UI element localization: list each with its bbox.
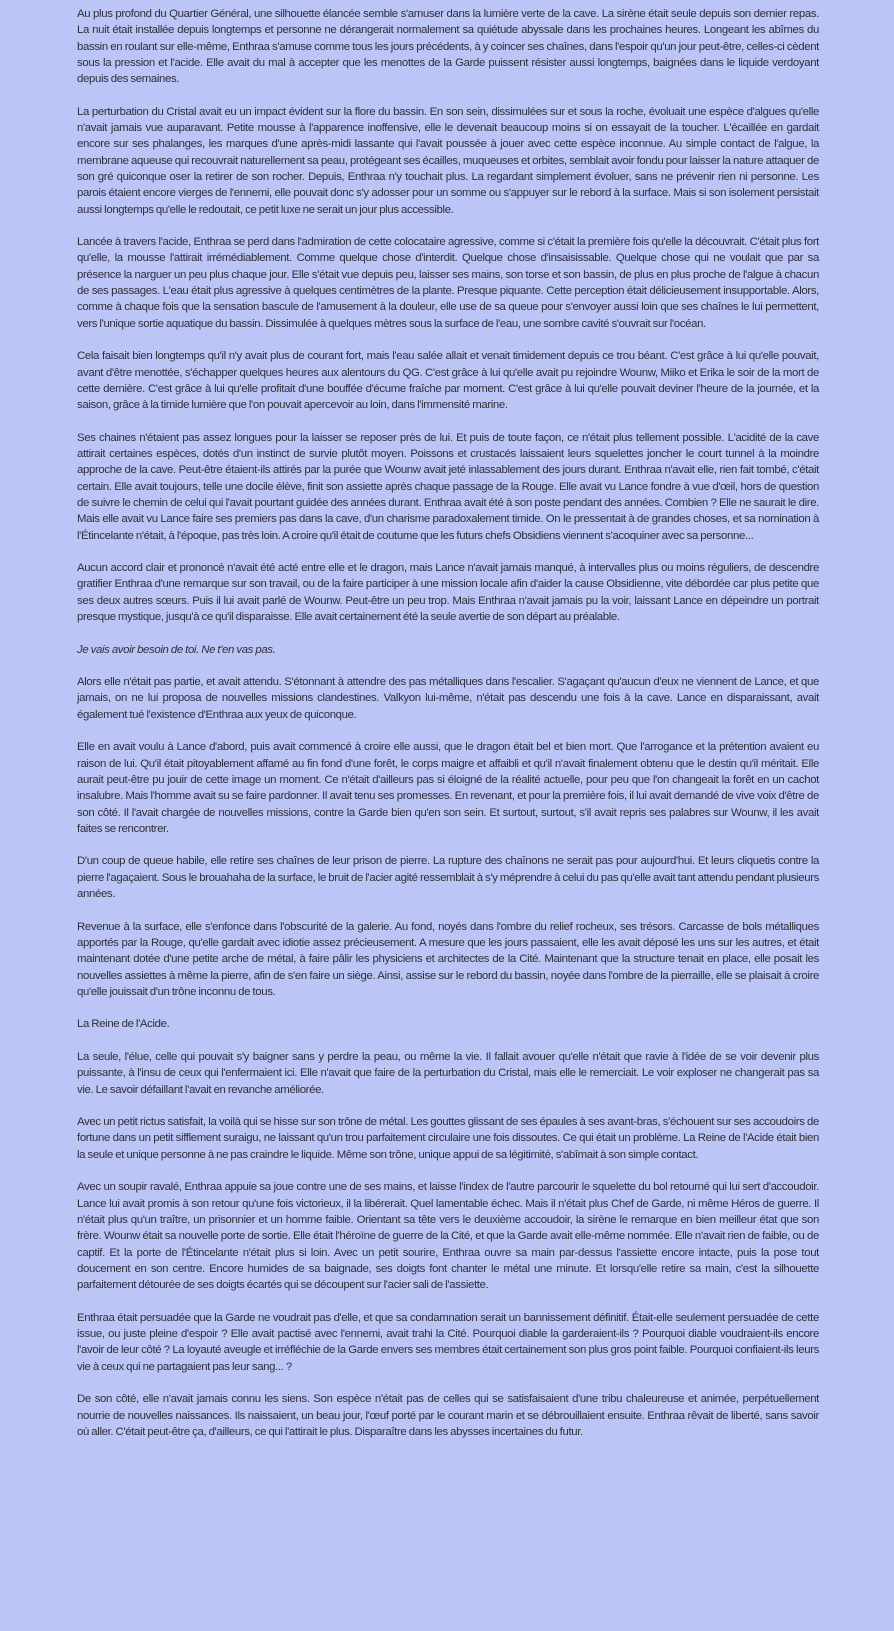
paragraph: Avec un petit rictus satisfait, la voilà qui se hisse sur son trône de métal. Les gouttes glissant de ses épaules à ses avant-bras, s'échouent sur ses accoudoirs de fortune dans un petit sifflement suraigu, ne laissant qu'un trou parfaitement circulaire une fois dissoutes. Ce qui était un problème. La Reine de l'Acide était bien la seule et unique personne à ne pas craindre le liquide. Même son trône, unique appui de sa légitimité, s'abîmait à son simple contact. [77, 1116, 819, 1161]
paragraph: D'un coup de queue habile, elle retire ses chaînes de leur prison de pierre. La rupture des chaînons ne serait pas pour aujourd'hui. Et leurs cliquetis contre la pierre l'agaçaient. Sous le brouahaha de la surface, le bruit de l'acier agité ressemblait à s'y méprendre à celui du pas qu'elle avait tant attendu pendant plusieurs années. [77, 855, 819, 901]
paragraph: Au plus profond du Quartier Général, une silhouette élancée semble s'amuser dans la lumière verte de la cave. La sirène était seule depuis son dernier repas. La nuit était installée depuis longtemps et personne ne dérangerait normalement sa quiétude abyssale dans les prochaines heures. Longeant les abîmes du bassin en roulant sur elle-même, Enthraa s'amuse comme tous les jours précédents, à y coincer ses chaînes, dans l'espoir qu'un jour peut-être, celles-ci cèdent sous la pression et l'acide. Elle avait du mal à accepter que les menottes de la Garde puissent résister aussi longtemps, baignées dans le liquide verdoyant depuis des semaines. [77, 8, 819, 86]
paragraph: Cela faisait bien longtemps qu'il n'y avait plus de courant fort, mais l'eau salée allait et venait timidement depuis ce trou béant. C'est grâce à lui qu'elle pouvait, avant d'être menottée, s'échapper quelques heures aux alentours du QG. C'est grâce à lui qu'elle avait pu rejoindre Wounw, Miiko et Erika le soir de la mort de cette dernière. C'est grâce à lui qu'elle profitait d'une bouffée d'écume fraîche par moment. C'est grâce à lui qu'elle pouvait deviner l'heure de la journée, et la saison, grâce à la timide lumière que l'on pouvait apercevoir au loin, dans l'immensité marine. [77, 350, 819, 412]
paragraph: La perturbation du Cristal avait eu un impact évident sur la flore du bassin. En son sein, dissimulées sur et sous la roche, évoluait une espèce d'algues qu'elle n'avait jamais vue auparavant. Petite mousse à l'apparence inoffensive, elle le devenait beaucoup moins si on essayait de la toucher. L'écaillée en gardait encore sur ses phalanges, les marques d'une après-midi lassante qui l'avait poussée à jouer avec cette espèce inconnue. Au simple contact de l'algue, la membrane aqueuse qui recouvrait naturellement sa peau, protégeant ses écailles, muqueuses et orbites, semblait avoir fondu pour laisser la nature attaquer de son gré quiconque oser la retirer de son rocher. Depuis, Enthraa n'y touchait plus. La regardant simplement évoluer, sans ne prévenir rien ni personne. Les parois étaient encore vierges de l'ennemi, elle pouvait donc s'y adosser pour un somme ou s'appuyer sur le rebord à la surface. Mais si son isolement persistait aussi longtemps qu'elle le redoutait, ce petit luxe ne serait un jour plus accessible. [77, 105, 819, 216]
paragraph: De son côté, elle n'avait jamais connu les siens. Son espèce n'était pas de celles qui se satisfaisaient d'une tribu chaleureuse et animée, perpétuellement nourrie de nouvelles naissances. Ils naissaient, un beau jour, l'œuf porté par le courant marin et se débrouillaient ensuite. Enthraa rêvait de liberté, sans savoir où aller. C'était peut-être ça, d'ailleurs, ce qui l'attirait le plus. Disparaître dans les abysses incertaines du futur. [77, 1393, 819, 1438]
paragraph: Revenue à la surface, elle s'enfonce dans l'obscurité de la galerie. Au fond, noyés dans l'ombre du relief rocheux, ses trésors. Carcasse de bols métalliques apportés par la Rouge, qu'elle gardait avec idiotie assez précieusement. A mesure que les jours passaient, elle les avait déposé les uns sur les autres, et était maintenant dotée d'une petite arche de métal, à faire pâlir les physiciens et architectes de la Cité. Maintenant que la structure tenait en place, elle posait les nouvelles assiettes à même la pierre, afin de s'en faire un siège. Ainsi, assise sur le rebord du bassin, noyée dans l'ombre de la pierraille, elle se plaisait à croire qu'elle jouissait d'un trône inconnu de tous. [77, 920, 819, 998]
paragraph: Aucun accord clair et prononcé n'avait été acté entre elle et le dragon, mais Lance n'avait jamais manqué, à intervalles plus ou moins réguliers, de descendre gratifier Enthraa d'une remarque sur son travail, ou de la faire participer à une mission locale afin d'aider la cause Obsidienne, vite débordée car plus petite que ses deux autres sœurs. Puis il lui avait parlé de Wounw. Peut-être un peu trop. Mais Enthraa n'avait jamais pu la voir, laissant Lance en dépeindre un portrait presque mystique, jusqu'à ce qu'il disparaisse. Elle avait certainement été la seule avertie de son départ au préalable. [77, 562, 819, 623]
paragraph: Enthraa était persuadée que la Garde ne voudrait pas d'elle, et que sa condamnation serait un bannissement définitif. Était-elle seulement persuadée de cette issue, ou juste pleine d'espoir ? Elle avait pactisé avec l'ennemi, avait trahi la Cité. Pourquoi diable la garderaient-ils ? Pourquoi diable voudraient-ils encore l'avoir de leur côté ? La loyauté aveugle et irréfléchie de la Garde envers ses membres était certainement son plus gros point faible. Pourquoi confiaient-ils leurs vie à ceux qui ne partagaient pas leur sang... ? [77, 1311, 819, 1373]
paragraph: Elle en avait voulu à Lance d'abord, puis avait commencé à croire elle aussi, que le dragon était bel et bien mort. Que l'arrogance et la prétention avaient eu raison de lui. Qu'il était pitoyablement affamé au fin fond d'une forêt, le corps maigre et affaibli et qu'il n'avait finalement obtenu que le destin qu'il méritait. Elle aurait peut-être pu jouir de cette image un moment. Ce n'était d'ailleurs pas si éloigné de la réalité actuelle, pour peu que l'on changeait la forêt en un cachot insalubre. Mais l'homme avait su se faire pardonner. Il avait tenu ses promesses. En revenant, et pour la première fois, il lui avait demandé de vive voix d'être de son côté. Il l'avait chargée de nouvelles missions, contre la Garde bien qu'en son sein. Et surtout, surtout, s'il avait repris ses palabres sur Wounw, il les avait faites se rencontrer. [77, 741, 819, 835]
italic-quote: Je vais avoir besoin de toi. Ne t'en vas pas. [77, 643, 276, 656]
paragraph: Avec un soupir ravalé, Enthraa appuie sa joue contre une de ses mains, et laisse l'index de l'autre parcourir le squelette du bol retourné qui lui sert d'accoudoir. Lance lui avait promis à son retour qu'une fois victorieux, il la libérerait. Quel lamentable échec. Mais il n'était plus Chef de Garde, ni même Héros de guerre. Il n'était plus qu'un traître, un prisonnier et un homme faible. Orientant sa tête vers le deuxième accoudoir, la sirène le remarque en bien meilleur état que son frère. Wounw était sa nouvelle porte de sortie. Elle était l'héroïne de guerre de la Cité, et que la Garde avait elle-même nommée. Elle n'avait rien de faible, ou de captif. Et la porte de l'Étincelante n'était plus si loin. Avec un petit sourire, Enthraa ouvre sa main par-dessus l'assiette encore intacte, puis la pose tout doucement en son centre. Encore humides de sa baignade, ses doigts font chanter le métal une minute. Et lorsqu'elle retire sa main, c'est la silhouette parfaitement détourée de ses doigts écartés qui se découpent sur l'acier sali de l'assiette. [77, 1181, 819, 1292]
paragraph: Ses chaines n'étaient pas assez longues pour la laisser se reposer près de lui. Et puis de toute façon, ce n'était plus tellement possible. L'acidité de la cave attirait certaines espèces, dotés d'un instinct de survie plutôt moyen. Poissons et crustacés laissaient leurs squelettes joncher le court tunnel à la moindre approche de la cave. Peut-être étaient-ils attirés par la purée que Wounw avait jeté inlassablement des jours durant. Enthraa n'avait elle, rien fait tombé, c'était certain. Elle avait toujours, telle une docile élève, finit son assiette après chaque passage de la Rouge. Elle avait vu Lance fondre à vue d'œil, hors de question de suivre le chemin de celui qui l'avait pourtant guidée des années durant. Enthraa avait été à son poste pendant des années. Combien ? Elle ne saurait le dire. Mais elle avait vu Lance faire ses premiers pas dans la cave, d'un charisme paradoxalement timide. On le pressentait à de grandes choses, et sa nomination à l'Étincelante n'était, à l'époque, pas très loin. A croire qu'il était de coutume que les futurs chefs Obsidiens viennent s'acoquiner avec sa personne... [77, 431, 819, 542]
paragraph: La Reine de l'Acide. [77, 1018, 170, 1031]
paragraph: Lancée à travers l'acide, Enthraa se perd dans l'admiration de cette colocataire agressive, comme si c'était la première fois qu'elle la découvrait. C'était plus fort qu'elle, la mousse l'attirait irrémédiablement. Comme quelque chose d'interdit. Quelque chose d'insaisissable. Quelque chose qui ne voulait que par sa présence la narguer un peu plus chaque jour. Elle s'était vue depuis peu, laisser ses mains, son torse et son bassin, de plus en plus proche de l'algue à chacun de ses passages. L'eau était plus agressive à quelques centimètres de la plante. Presque piquante. Cette perception était délicieusement insupportable. Alors, comme à chaque fois que la sensation bascule de l'amusement à la douleur, elle use de sa queue pour s'envoyer aussi loin que ses chaînes le lui permettent, vers l'unique sortie aquatique du bassin. Dissimulée à quelques mètres sous la surface de l'eau, une sombre cavité s'ouvrait sur l'océan. [77, 236, 819, 330]
paragraph: La seule, l'élue, celle qui pouvait s'y baigner sans y perdre la peau, ou même la vie. Il fallait avouer qu'elle n'était que ravie à l'idée de se voir devenir plus puissante, à l'insu de ceux qui l'enfermaient ici. Elle n'avait que faire de la perturbation du Cristal, mais elle le remerciait. Le voir exploser ne changerait pas sa vie. Le savoir défaillant l'avait en revanche améliorée. [77, 1051, 819, 1096]
story-text [77, 6, 819, 1456]
paragraph: Alors elle n'était pas partie, et avait attendu. S'étonnant à attendre des pas métalliques dans l'escalier. S'agaçant qu'aucun d'eux ne viennent de Lance, et que jamais, on ne lui proposa de nouvelles missions clandestines. Valkyon lui-même, n'était pas descendu une fois à la cave. Lance en disparaissant, avait également tué l'existence d'Enthraa aux yeux de quiconque. [77, 676, 819, 721]
